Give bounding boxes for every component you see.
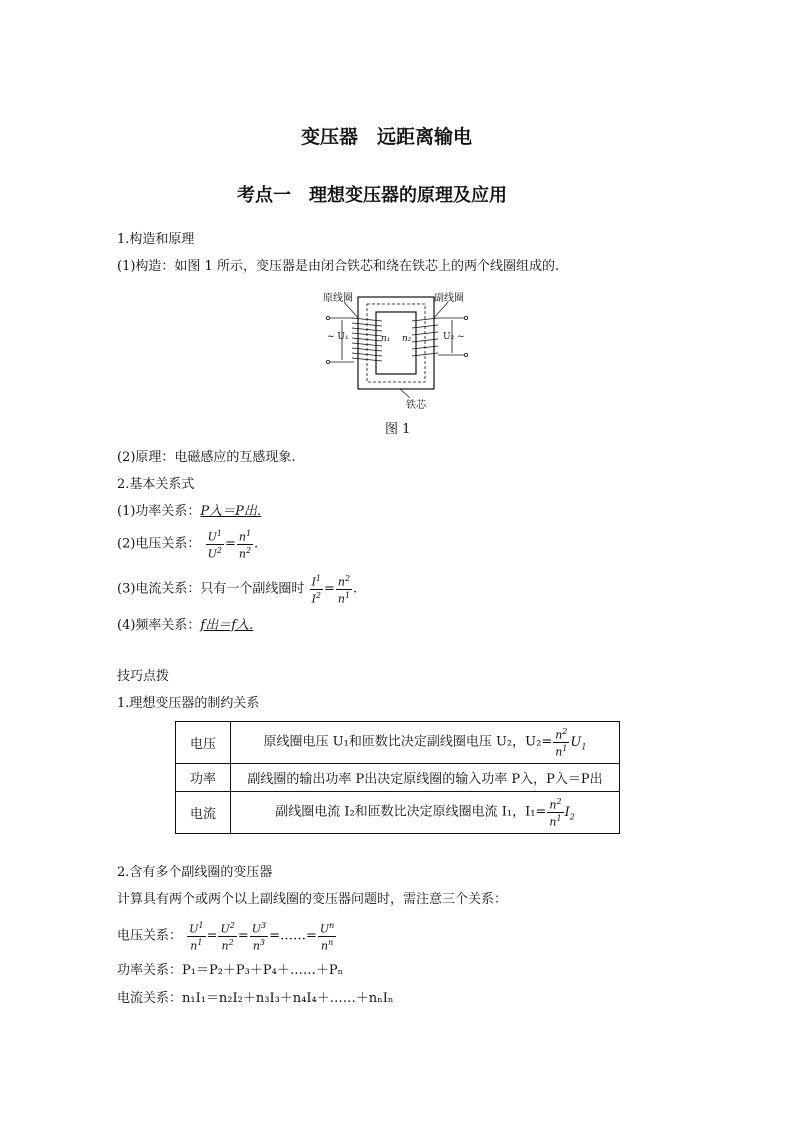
paragraph-structure: (1)构造：如图 1 所示，变压器是由闭合铁芯和绕在铁芯上的两个线圈组成的.: [117, 259, 560, 274]
section-title: 考点一 理想变压器的原理及应用: [237, 185, 507, 206]
table-row: [176, 722, 620, 764]
fraction-n1-n2: $\frac{n^1}{n^2}$: [238, 529, 252, 561]
secondary-pointer: [434, 302, 448, 318]
table-row: [176, 792, 620, 834]
fraction-un-nn: $\frac{U^n}{n^n}$: [319, 921, 335, 953]
voltage-u2-label: U₂ ~: [443, 332, 465, 342]
power-relation-formula: P入＝P出.: [200, 504, 262, 519]
table-cell-key: 电压: [176, 722, 231, 764]
multi-secondary-heading: 2.含有多个副线圈的变压器: [117, 865, 273, 880]
table-row: [176, 764, 620, 792]
fraction-n2-n1: $\frac{n^2}{n^1}$: [337, 574, 351, 606]
fraction-i1-i2: $\frac{I^1}{I^2}$: [311, 574, 322, 606]
table-cell-key: 功率: [176, 764, 231, 792]
fraction-u2-n2: $\frac{U^2}{n^2}$: [220, 921, 235, 953]
fraction-u1-u2: $\frac{U^1}{U^2}$: [207, 529, 222, 561]
page-title: 变压器 远距离输电: [301, 126, 473, 148]
voltage-relation-label: (2)电压关系：: [117, 536, 201, 552]
fraction-u3-n3: $\frac{U^3}{n^3}$: [251, 921, 267, 953]
core-outer: [358, 297, 434, 389]
primary-coil: [352, 318, 382, 361]
constraint-table: [175, 721, 620, 834]
fraction-u1-n1: $\frac{U^1}{n^1}$: [189, 921, 204, 953]
tips-constraint-heading: 1.理想变压器的制约关系: [117, 696, 260, 711]
primary-pointer: [344, 302, 358, 318]
voltage-u1-label: ~ U₁: [327, 332, 349, 342]
multi-current-relation: 电流关系：n₁I₁＝n₂I₂＋n₃I₃＋n₄I₄＋……＋nₙIₙ: [117, 991, 394, 1006]
heading-structure: 1.构造和原理: [117, 232, 195, 247]
turns-n1-label: n₁: [381, 334, 391, 344]
table-cell-value: 副线圈的输出功率 P出决定原线圈的输入功率 P入，P入＝P出: [231, 764, 620, 792]
multi-voltage-relation: 电压关系： $\frac{U^1}{n^1}$ = $\frac{U^2}{n^2}$ = $\frac{U^3}{n^3}$ =……= $\frac{U^n}{n^n}$: [117, 921, 335, 953]
multi-secondary-paragraph: 计算具有两个或两个以上副线圈的变压器问题时，需注意三个关系：: [117, 892, 508, 907]
current-relation: (3)电流关系：只有一个副线圈时 $\frac{I^1}{I^2}$ = $\frac{n^2}{n^1}$ .: [117, 574, 358, 606]
current-relation-label: (3)电流关系：只有一个副线圈时: [117, 581, 305, 597]
transformer-figure: [318, 288, 478, 410]
table-cell-value: 原线圈电压 U₁和匝数比决定副线圈电压 U₂，U₂= $\frac{n^2}{n^1}$ $U_1$: [231, 722, 620, 764]
table-cell-text: 副线圈电流 I₂和匝数比决定原线圈电流 I₁，I₁=: [275, 805, 547, 820]
tips-heading: 技巧点拨: [117, 669, 170, 684]
figure-caption: 图 1: [385, 422, 411, 437]
frequency-relation-formula: f出＝f入.: [200, 618, 254, 633]
voltage-relation: (2)电压关系： $\frac{U^1}{U^2}$ = $\frac{n^1}{n^2}$ .: [117, 529, 259, 561]
frequency-relation-label: (4)频率关系：: [117, 618, 201, 633]
multi-voltage-label: 电压关系：: [117, 928, 183, 944]
table-cell-text: 原线圈电压 U₁和匝数比决定副线圈电压 U₂，U₂=: [263, 735, 553, 750]
core-label: 铁芯: [406, 400, 426, 411]
primary-coil-label: 原线圈: [323, 293, 353, 304]
heading-relations: 2.基本关系式: [117, 477, 195, 492]
power-relation: [117, 503, 261, 521]
multi-power-relation: 功率关系：P₁＝P₂＋P₃＋P₄＋……＋Pₙ: [117, 963, 344, 978]
paragraph-principle: (2)原理：电磁感应的互感现象.: [117, 450, 296, 465]
frequency-relation: [117, 617, 253, 635]
turns-n2-label: n₂: [402, 334, 412, 344]
fraction-n2-n1: $\frac{n^2}{n^1}$: [549, 797, 562, 829]
secondary-coil-label: 副线圈: [434, 293, 464, 304]
table-cell-value: 副线圈电流 I₂和匝数比决定原线圈电流 I₁，I₁= $\frac{n^2}{n^1}$ $I_2$: [231, 792, 620, 834]
fraction-n2-n1: $\frac{n^2}{n^1}$: [555, 727, 568, 759]
power-relation-label: (1)功率关系：: [117, 504, 201, 519]
table-cell-key: 电流: [176, 792, 231, 834]
